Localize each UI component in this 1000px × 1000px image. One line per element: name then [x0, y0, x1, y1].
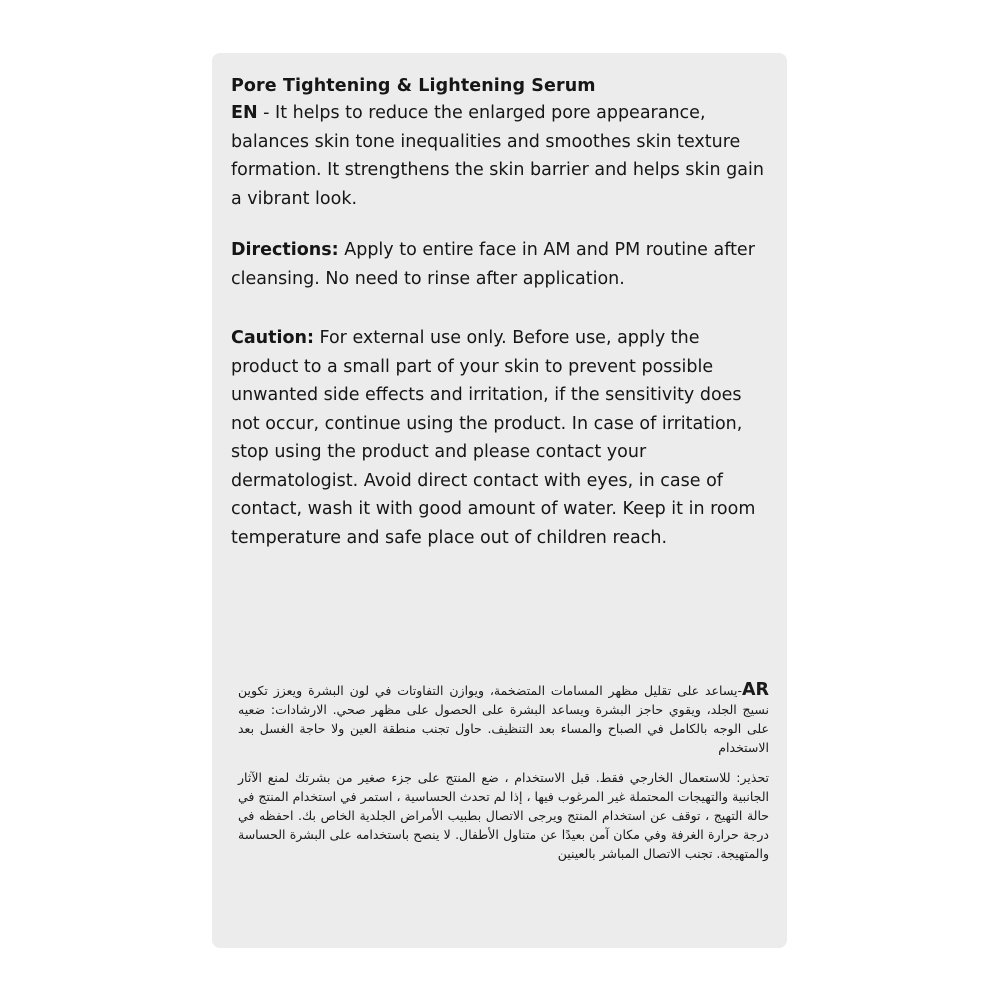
language-code-en: EN [231, 103, 258, 123]
caution-section [231, 324, 769, 552]
directions-label: Directions: [231, 240, 339, 260]
language-code-ar: AR [741, 680, 769, 700]
product-title: Pore Tightening & Lightening Serum [231, 76, 596, 96]
directions-text: Apply to entire face in AM and PM routine after cleansing. No need to rinse after application. [231, 240, 755, 289]
english-description [231, 99, 769, 213]
caution-text: For external use only. Before use, apply the product to a small part of your skin to prevent possible unwanted side effects and irritation, if the sensitivity does not occur, continue using the product. In case of irritation, stop using the product and please contact your dermatologist. Avoid direct contact with eyes, in case of contact, wash it with good amount of water. Keep it in room temperature and safe place out of children reach. [231, 328, 756, 548]
arabic-caution: تحذير: للاستعمال الخارجي فقط. قبل الاستخدام ، ضع المنتج على جزء صغير من بشرتك لمنع الآثار الجانبية والتهيجات المحتملة غير المرغوب فيها ، إذا لم تحدث الحساسية ، استمر في استخدام المنتج في حالة التهيج ، توقف عن استخدام المنتج ويرجى الاتصال بطبيب الأمراض الجلدية الخاص بك. احفظه في درجة حرارة الغرفة وفي مكان آمن بعيدًا عن متناول الأطفال. لا ينصح باستخدامه على البشرة الحساسة والمتهيجة. تجنب الاتصال المباشر بالعينين [238, 770, 769, 861]
english-description-text: - It helps to reduce the enlarged pore appearance, balances skin tone inequalities and smoothes skin texture formation. It strengthens the skin barrier and helps skin gain a vibrant look. [231, 103, 764, 209]
arabic-description [238, 681, 769, 757]
caution-label: Caution: [231, 328, 314, 348]
directions-section [231, 236, 769, 293]
product-label-card [212, 53, 787, 948]
arabic-description-text: -يساعد على تقليل مظهر المسامات المتضخمة، ويوازن التفاوتات في لون البشرة ويعزز تكوين نسيج الجلد، ويقوي حاجز البشرة ويساعد البشرة على الحصول على مظهر صحي. الارشادات: ضعيه على الوجه بالكامل في الصباح والمساء بعد التنظيف. حاول تجنب منطقة العين ولا حاجة الغسل بعد الاستخدام [238, 683, 769, 755]
